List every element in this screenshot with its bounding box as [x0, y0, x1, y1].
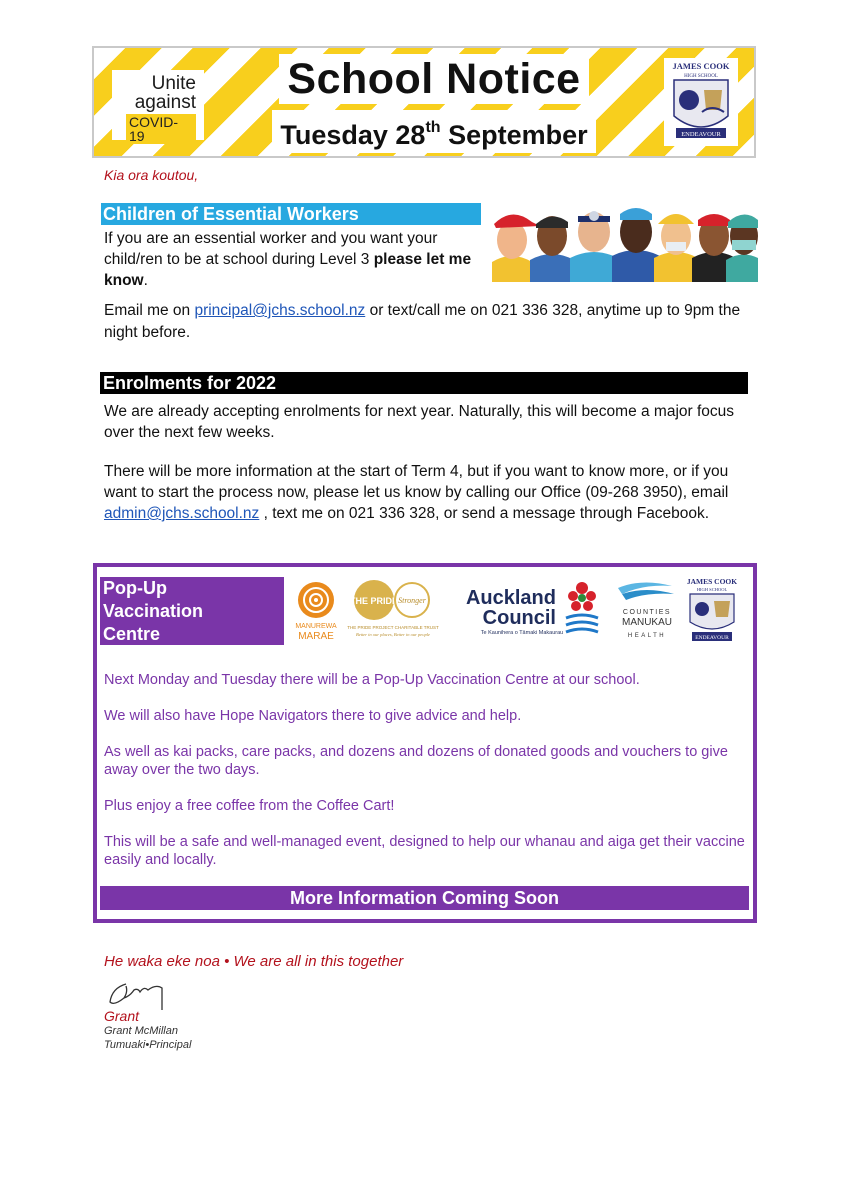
school-crest-icon	[664, 58, 738, 146]
principal-email-link[interactable]: principal@jchs.school.nz	[194, 302, 366, 319]
vax-title-line3: Centre	[103, 624, 161, 644]
vaccination-para1: Next Monday and Tuesday there will be a Pop-Up Vaccination Centre at our school.	[104, 672, 640, 688]
auckland-sub: Te Kaunihera o Tāmaki Makaurau	[480, 630, 564, 636]
notice-date	[272, 110, 595, 153]
school-crest-logo	[664, 58, 738, 146]
email-pre: Email me on	[104, 302, 195, 319]
vax-title-line2: Vaccination	[103, 601, 204, 621]
crest-small-motto: ENDEAVOUR	[695, 635, 729, 641]
vaccination-heading	[100, 577, 284, 645]
marae-line2: MARAE	[298, 631, 334, 642]
motto-line: He waka eke noa • We are all in this together	[104, 953, 404, 970]
pride-sub: THE PRIDE PROJECT CHARITABLE TRUST	[347, 625, 439, 630]
auckland-council-logo	[466, 582, 598, 636]
admin-email-link[interactable]: admin@jchs.school.nz	[104, 505, 260, 522]
crest-line2: HIGH SCHOOL	[684, 74, 718, 79]
enrol-post: , text me on 021 336 328, or send a message through Facebook.	[259, 505, 710, 522]
enrolments-para1: We are already accepting enrolments for next year. Naturally, this will become a major focus over the next few weeks.	[104, 403, 735, 441]
cm-line2: MANUKAU	[621, 617, 673, 628]
counties-manukau-health-logo	[618, 582, 674, 639]
marae-line1: MANUREWA	[295, 623, 337, 630]
date-month: September	[440, 120, 588, 150]
cm-line1: COUNTIES	[622, 609, 672, 616]
partner-logos	[292, 574, 744, 644]
crest-motto: ENDEAVOUR	[681, 131, 721, 138]
vaccination-para5: This will be a safe and well-managed event, designed to help our whanau and aiga get their vaccine easily and locally.	[104, 834, 745, 868]
page-title: School Notice	[279, 54, 588, 104]
pride-title: THE PRIDE	[349, 596, 399, 606]
crest-small-line1: JAMES COOK	[686, 577, 738, 586]
essential-workers-text	[104, 228, 484, 291]
essential-workers-heading: Children of Essential Workers	[101, 203, 481, 225]
signoff-role: Tumuaki•Principal	[104, 1039, 192, 1051]
cm-line3: HEALTH	[627, 633, 667, 639]
auckland-line2: Council	[482, 607, 556, 629]
date-suffix-sup: th	[425, 119, 441, 136]
signoff-name: Grant	[104, 1008, 140, 1024]
enrolments-heading: Enrolments for 2022	[100, 372, 748, 394]
email-post: or text/call me on 021 336 328, anytime up to 9pm the night before.	[104, 302, 741, 341]
unite-line2: against	[134, 92, 196, 113]
vaccination-para2: We will also have Hope Navigators there to give advice and help.	[104, 708, 522, 724]
auckland-line1: Auckland	[465, 587, 556, 609]
essential-end: .	[143, 272, 148, 289]
essential-workers-illustration	[490, 202, 758, 282]
unite-line1: Unite	[151, 73, 196, 94]
vax-title-line1: Pop-Up	[103, 578, 167, 598]
more-information-banner: More Information Coming Soon	[100, 886, 749, 910]
pohutukawa-icon	[566, 582, 598, 632]
contact-principal-text	[104, 300, 754, 344]
unite-line3: COVID-19	[126, 114, 196, 144]
greeting: Kia ora koutou,	[104, 167, 199, 183]
date-prefix: Tuesday 28	[280, 120, 426, 150]
essential-text: If you are an essential worker and you want your child/ren to be at school during Level 3	[104, 230, 438, 268]
signoff-full-name: Grant McMillan	[104, 1025, 178, 1037]
enrol-pre: There will be more information at the start of Term 4, but if you want to know more, or if you want to start the process now, please let us know by calling our Office (09-268 3950), email	[104, 463, 729, 501]
crest-small-line2: HIGH SCHOOL	[696, 587, 728, 592]
pride-project-logo	[347, 580, 439, 638]
banner-title-block	[244, 54, 624, 152]
pride-badge: Stronger	[398, 596, 426, 605]
vaccination-para4: Plus enjoy a free coffee from the Coffee Cart!	[104, 798, 395, 814]
crest-line1: JAMES COOK	[672, 61, 730, 71]
vaccination-para3: As well as kai packs, care packs, and dozens and dozens of donated goods and vouchers to give away over the two days.	[104, 744, 728, 778]
header-banner	[92, 46, 756, 158]
school-crest-small-logo	[687, 577, 737, 641]
manurewa-marae-logo	[295, 582, 337, 642]
pride-tagline: Better in our places, Better in our people	[356, 632, 430, 637]
essential-bold: please let me know	[104, 251, 472, 289]
unite-against-covid-logo	[112, 70, 204, 144]
enrolments-para2	[104, 461, 754, 524]
